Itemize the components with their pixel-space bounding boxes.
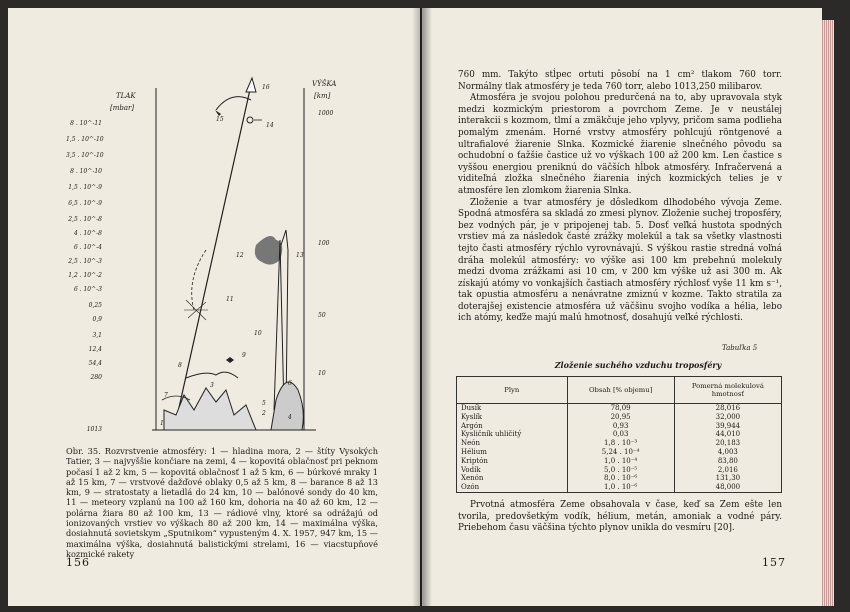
gas-mass: 32,000 bbox=[674, 413, 781, 422]
pressure-tick: 1,5 . 10^-9 bbox=[68, 184, 102, 191]
page-number-right: 157 bbox=[762, 556, 786, 569]
pressure-tick: 0,25 bbox=[88, 302, 102, 309]
gas-volume: 8,0 . 10⁻⁶ bbox=[567, 474, 674, 483]
gas-name: Hélium bbox=[457, 448, 568, 457]
figure-number: 5 bbox=[262, 400, 266, 407]
table-header: Pomerná molekulová hmotnosť bbox=[674, 377, 781, 404]
right-axis-unit: [km] bbox=[314, 92, 331, 100]
gas-name: Argón bbox=[457, 422, 568, 431]
figure-caption: Obr. 35. Rozvrstvenie atmosféry: 1 — hladina mora, 2 — štíty Vysokých Tatier, 3 — najvyššie končiare na zemi, 4 — kopovitá oblačnosť pri peknom počasí 1 až 2 km, 5 — kopovitá oblačnosť 1 až 5 km, 6 — búrkové mraky 1 až 15 km, 7 — vrstvové dažďové oblaky 0,5 až 5 km, 8 — barance 8 až 13 km, 9 — stratostaty a lietadlá do 24 km, 10 — balónové sondy do 40 km, 11 — meteory vzplanú na 100 až 160 km, dohoria na 40 až 60 km, 12 — polárna žiara 80 až 100 km, 13 — rádiové vlny, ktoré sa odrážajú od ionizovaných vrstiev vo výškach 80 až 200 km, 14 — maximálna výška, dosiahnutá sovietskym „Sputnikom“ vypusteným 4. X. 1957, 947 km, 15 — maximálna výška, dosiahnutá balistickými strelami, 16 — viacstupňové kozmické rakety bbox=[66, 446, 378, 559]
figure-number: 7 bbox=[164, 392, 168, 399]
table-row bbox=[457, 474, 782, 483]
gas-mass: 4,003 bbox=[674, 448, 781, 457]
table-label: Tabuľka 5 bbox=[722, 344, 758, 352]
gas-name: Ozón bbox=[457, 483, 568, 492]
pressure-tick: 4 . 10^-8 bbox=[73, 230, 102, 237]
table-row bbox=[457, 448, 782, 457]
figure-drawing bbox=[66, 70, 366, 440]
pressure-tick: 1,2 . 10^-2 bbox=[68, 272, 102, 279]
gas-volume: 0,03 bbox=[567, 430, 674, 439]
pressure-tick: 1,5 . 10^-10 bbox=[66, 136, 104, 143]
pressure-tick: 6 . 10^-4 bbox=[73, 244, 102, 251]
gas-name: Kyslík bbox=[457, 413, 568, 422]
page-number-left: 156 bbox=[66, 556, 90, 569]
gas-volume: 1,0 . 10⁻⁴ bbox=[567, 457, 674, 466]
gas-volume: 1,0 . 10⁻⁶ bbox=[567, 483, 674, 492]
table-title: Zloženie suchého vzduchu troposféry bbox=[554, 360, 722, 370]
table-row bbox=[457, 457, 782, 466]
table-header: Plyn bbox=[457, 377, 568, 404]
left-page bbox=[8, 8, 420, 606]
pressure-tick: 6,5 . 10^-9 bbox=[68, 200, 102, 207]
gas-mass: 44,010 bbox=[674, 430, 781, 439]
pressure-tick: 1013 bbox=[86, 426, 102, 433]
table-row bbox=[457, 466, 782, 475]
gas-mass: 83,80 bbox=[674, 457, 781, 466]
figure-number: 2 bbox=[262, 410, 266, 417]
gas-volume: 5,0 . 10⁻⁵ bbox=[567, 466, 674, 475]
table-row bbox=[457, 430, 782, 439]
paragraph: 760 mm. Takýto stĺpec ortuti pôsobí na 1 cm² tlakom 760 torr. Normálny tlak atmosféry je teda 760 torr, alebo 1013,250 milibarov. bbox=[458, 70, 782, 92]
left-axis-title: TLAK bbox=[116, 92, 136, 100]
gas-name: Kysličník uhličitý bbox=[457, 430, 568, 439]
gas-mass: 48,000 bbox=[674, 483, 781, 492]
gas-volume: 78,09 bbox=[567, 404, 674, 413]
pressure-tick: 3,1 bbox=[92, 332, 102, 339]
figure-number: 6 bbox=[288, 380, 292, 387]
atmosphere-figure bbox=[66, 70, 366, 440]
figure-number: 9 bbox=[242, 352, 246, 359]
pressure-tick: 280 bbox=[90, 374, 102, 381]
table-row bbox=[457, 413, 782, 422]
table-row bbox=[457, 483, 782, 492]
paragraph: Zloženie a tvar atmosféry je dôsledkom dlhodobého vývoja Zeme. Spodná atmosféra sa skladá zo zmesi plynov. Zloženie suchej troposféry, bez vodných pár, je v pripojenej tab. 5. Dosť veľká hustota spodných vrstiev má za následok časté zrážky molekúl a tak sa všetky vlastnosti tejto časti atmosféry rýchlo vyrovnávajú. S výškou rastie stredná voľná dráha molekúl atmosféry: vo výške asi 100 km prebehnú molekuly medzi dvoma zrážkami asi 10 cm, v 200 km výške už asi 300 m. Ak získajú atómy vo vonkajších častiach atmosféry rýchlosť vyše 11 km s⁻¹, tak opustia atmosféru a nenávratne zmiznú v kozme. Takto stratila za doterajšej existencie atmosféra už väčšinu svojho vodíka a hélia, lebo ich atómy, keďže majú malú hmotnosť, dosahujú veľké rýchlosti. bbox=[458, 197, 782, 324]
pressure-tick: 2,5 . 10^-3 bbox=[68, 258, 102, 265]
figure-number: 16 bbox=[262, 84, 270, 91]
figure-number: 3 bbox=[210, 382, 214, 389]
pressure-tick: 12,4 bbox=[88, 346, 102, 353]
gas-name: Vodík bbox=[457, 466, 568, 475]
table-row bbox=[457, 439, 782, 448]
figure-number: 15 bbox=[216, 116, 224, 123]
right-axis-title: VÝŠKA bbox=[312, 80, 337, 88]
pressure-tick: 6 . 10^-3 bbox=[73, 286, 102, 293]
pressure-tick: 8 . 10^-10 bbox=[70, 168, 102, 175]
gas-volume: 0,93 bbox=[567, 422, 674, 431]
figure-number: 10 bbox=[254, 330, 262, 337]
page-edges bbox=[822, 20, 834, 606]
right-page bbox=[422, 8, 822, 606]
gas-name: Xenón bbox=[457, 474, 568, 483]
paragraph: Prvotná atmosféra Zeme obsahovala v čase, keď sa Zem ešte len tvorila, predovšetkým vodík, hélium, metán, amoniak a vodné páry. Priebehom času väčšina týchto plynov unikla do vesmíru [20]. bbox=[458, 500, 782, 534]
closing-text bbox=[458, 500, 782, 535]
gas-mass: 131,30 bbox=[674, 474, 781, 483]
figure-number: 1 bbox=[160, 420, 164, 427]
figure-number: 4 bbox=[288, 414, 292, 421]
gas-mass: 28,016 bbox=[674, 404, 781, 413]
figure-number: 8 bbox=[178, 362, 182, 369]
table-row bbox=[457, 404, 782, 413]
gas-volume: 5,24 . 10⁻⁴ bbox=[567, 448, 674, 457]
book-gutter bbox=[412, 8, 432, 606]
gas-name: Neón bbox=[457, 439, 568, 448]
figure-number: 11 bbox=[226, 296, 234, 303]
gas-name: Kriptón bbox=[457, 457, 568, 466]
table-row bbox=[457, 422, 782, 431]
pressure-tick: 54,4 bbox=[88, 360, 102, 367]
altitude-tick: 10 bbox=[318, 370, 326, 377]
paragraph: Atmosféra je svojou polohou predurčená na to, aby upravovala styk medzi kozmickým priestorom a povrchom Zeme. Je v neustálej interakcii s kozmom, tlmí a zmäkčuje jeho vplyvy, pričom sama podlieha pomalým zmenám. Horné vrstvy atmosféry pohlcujú röntgenové a ultrafialové žiarenie Slnka. Kozmické žiarenie slnečného pôvodu sa ochudobní o ťažšie častice už vo výškach 100 až 200 km. Len častice s vyššou energiou preniknú do väčších hĺbok atmosféry. Infračervená a viditeľná zložka slnečného žiarenia iných kozmických telies je v atmosfére len zlomkom žiarenia Slnka. bbox=[458, 93, 782, 196]
altitude-tick: 100 bbox=[318, 240, 330, 247]
gas-name: Dusík bbox=[457, 404, 568, 413]
altitude-tick: 50 bbox=[318, 312, 326, 319]
book-spread bbox=[8, 8, 834, 606]
gas-mass: 39,944 bbox=[674, 422, 781, 431]
figure-number: 14 bbox=[266, 122, 274, 129]
altitude-tick: 1000 bbox=[318, 110, 334, 117]
gas-volume: 1,8 . 10⁻³ bbox=[567, 439, 674, 448]
body-text bbox=[458, 70, 782, 325]
pressure-tick: 0,9 bbox=[92, 316, 102, 323]
gas-mass: 2,016 bbox=[674, 466, 781, 475]
figure-number: 13 bbox=[296, 252, 304, 259]
gas-volume: 20,95 bbox=[567, 413, 674, 422]
figure-number: 12 bbox=[236, 252, 244, 259]
pressure-tick: 8 . 10^-11 bbox=[70, 120, 102, 127]
left-axis-unit: [mbar] bbox=[110, 104, 135, 112]
gas-mass: 20,183 bbox=[674, 439, 781, 448]
pressure-tick: 2,5 . 10^-8 bbox=[68, 216, 102, 223]
composition-table bbox=[456, 376, 782, 493]
table-header: Obsah [% objemu] bbox=[567, 377, 674, 404]
pressure-tick: 3,5 . 10^-10 bbox=[66, 152, 104, 159]
